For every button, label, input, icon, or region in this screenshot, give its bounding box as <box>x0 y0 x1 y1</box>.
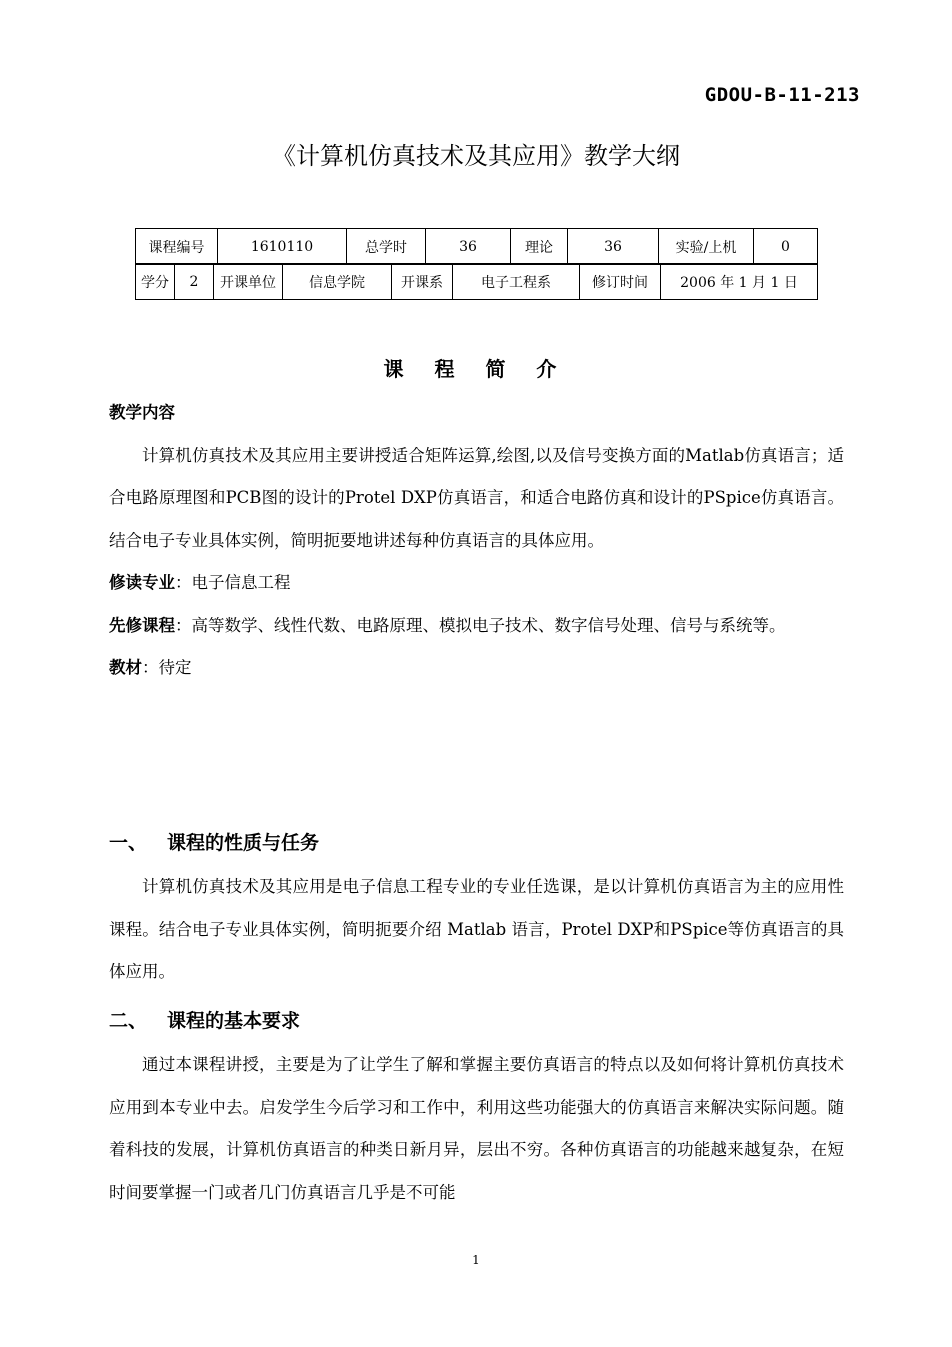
table-row <box>136 264 818 300</box>
section-paragraph: 通过本课程讲授，主要是为了让学生了解和掌握主要仿真语言的特点以及如何将计算机仿真技术应用到本专业中去。启发学生今后学习和工作中，利用这些功能强大的仿真语言来解决实际问题。随着科技的发展，计算机仿真语言的种类日新月异，层出不穷。各种仿真语言的功能越来越复杂，在短时间要掌握一门或者几门仿真语言几乎是不可能 <box>109 1055 844 1202</box>
table-cell: 2 <box>175 264 214 300</box>
table-cell: 开课单位 <box>214 264 283 300</box>
table-cell: 总学时 <box>347 229 426 265</box>
table-row <box>136 229 818 265</box>
section-title: 课 程 简 介 <box>383 357 569 381</box>
table-cell: 实验/上机 <box>659 229 754 265</box>
major-value: 电子信息工程 <box>191 573 291 592</box>
section-paragraph: 计算机仿真技术及其应用是电子信息工程专业的专业任选课，是以计算机仿真语言为主的应用性课程。结合电子专业具体实例，简明扼要介绍 Matlab 语言，Protel DXP和PSpice等仿真语言的具体应用。 <box>109 877 844 981</box>
table-cell: 理论 <box>511 229 568 265</box>
prereq-value: 高等数学、线性代数、电路原理、模拟电子技术、数字信号处理、信号与系统等。 <box>191 615 786 635</box>
section-heading <box>109 828 319 855</box>
table-cell: 36 <box>426 229 511 265</box>
major-label: 修读专业 <box>109 573 175 592</box>
document-title: 《计算机仿真技术及其应用》教学大纲 <box>272 142 680 170</box>
content-paragraph: 计算机仿真技术及其应用主要讲授适合矩阵运算,绘图,以及信号变换方面的Matlab仿真语言；适合电路原理图和PCB图的设计的Protel DXP仿真语言，和适合电路仿真和设计的PSpice仿真语言。结合电子专业具体实例，简明扼要地讲述每种仿真语言的具体应用。 <box>109 445 844 550</box>
section-number: 二、 <box>109 1010 148 1032</box>
table-cell: 信息学院 <box>283 264 392 300</box>
section-body <box>109 866 844 994</box>
section-body <box>109 1044 844 1214</box>
section-heading-title: 课程的性质与任务 <box>167 832 320 854</box>
textbook-label: 教材 <box>109 658 142 677</box>
intro-block <box>109 392 844 690</box>
page-number: 1 <box>472 1253 480 1267</box>
prereq-line: 先修课程：高等数学、线性代数、电路原理、模拟电子技术、数字信号处理、信号与系统等。 <box>109 615 786 635</box>
section-heading-title: 课程的基本要求 <box>167 1010 301 1032</box>
content-label: 教学内容 <box>109 403 175 422</box>
table-cell: 课程编号 <box>136 229 218 265</box>
table-cell: 开课系 <box>392 264 453 300</box>
textbook-value: 待定 <box>158 658 192 677</box>
course-info-table-row2 <box>135 263 818 300</box>
section-heading <box>109 1006 300 1033</box>
textbook-line: 教材：待定 <box>109 658 192 677</box>
document-code: GDOU-B-11-213 <box>704 84 860 106</box>
table-cell: 修订时间 <box>580 264 661 300</box>
table-cell: 36 <box>568 229 659 265</box>
table-cell: 学分 <box>136 264 175 300</box>
prereq-label: 先修课程 <box>109 615 175 635</box>
table-cell: 2006 年 1 月 1 日 <box>661 264 818 300</box>
table-cell: 1610110 <box>218 229 347 265</box>
course-info-table <box>135 228 818 265</box>
table-cell: 电子工程系 <box>453 264 580 300</box>
section-number: 一、 <box>109 832 148 854</box>
table-cell: 0 <box>754 229 818 265</box>
major-line: 修读专业：电子信息工程 <box>109 573 291 592</box>
